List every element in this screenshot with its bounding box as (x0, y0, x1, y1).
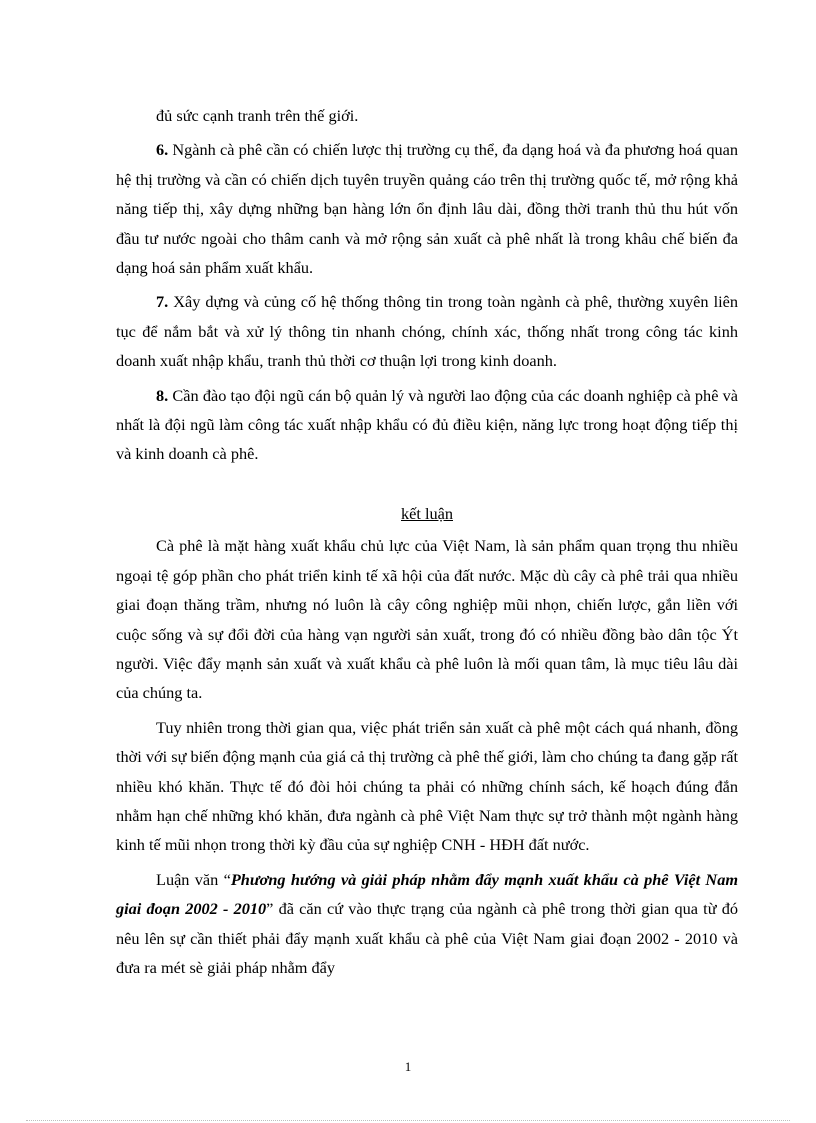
recommendation-item-7 (116, 287, 738, 375)
page-bottom-border (26, 1120, 790, 1121)
summary-prefix: Luận văn “ (156, 869, 231, 889)
recommendation-item-8 (116, 381, 738, 469)
item-number: 7. (156, 292, 169, 312)
page-number: 1 (404, 1059, 412, 1074)
item-number: 8. (156, 385, 169, 405)
item-text: Cần đào tạo đội ngũ cán bộ quản lý và người lao động của các doanh nghiệp cà phê và nhất là đội ngũ làm công tác xuất nhập khẩu có đủ điều kiện, năng lực trong hoạt động tiếp thị và kinh doanh cà phê. (116, 385, 738, 464)
conclusion-paragraph: Tuy nhiên trong thời gian qua, việc phát triển sản xuất cà phê một cách quá nhanh, đồng thời với sự biến động mạnh của giá cả thị trường cà phê thế giới, làm cho chúng ta đang gặp rất nhiều khó khăn. Thực tế đó đòi hỏi chúng ta phải có những chính sách, kế hoạch đúng đắn nhằm hạn chế những khó khăn, đưa ngành cà phê Việt Nam thực sự trở thành một ngành hàng kinh tế mũi nhọn trong thời kỳ đầu của sự nghiệp CNH - HĐH đất nước. (116, 717, 738, 855)
continuation-text: đủ sức cạnh tranh trên thế giới. (156, 106, 359, 125)
page-body (116, 101, 738, 982)
recommendation-item-6 (116, 135, 738, 282)
item-number: 6. (156, 140, 169, 160)
thesis-title: Phương hướng và giải pháp nhằm đẩy mạnh xuất khẩu cà phê Việt Nam giai đoạn 2002 - 2010 (116, 869, 738, 919)
thesis-summary-paragraph (116, 865, 738, 983)
conclusion-paragraph: Cà phê là mặt hàng xuất khẩu chủ lực của Việt Nam, là sản phẩm quan trọng thu nhiều ngoại tệ góp phần cho phát triển kinh tế xã hội của đất nước. Mặc dù cây cà phê trải qua nhiều giai đoạn thăng trầm, nhưng nó luôn là cây công nghiệp mũi nhọn, chiến lược, gắn liền với cuộc sống và sự đổi đời của hàng vạn người sản xuất, trong đó có nhiều đồng bào dân tộc Ýt người. Việc đẩy mạnh sản xuất và xuất khẩu cà phê luôn là mối quan tâm, là mục tiêu lâu dài của chúng ta. (116, 536, 738, 703)
item-text: Ngành cà phê cần có chiến lược thị trường cụ thể, đa dạng hoá và đa phương hoá quan hệ thị trường và cần có chiến dịch tuyên truyền quảng cáo trên thị trường quốc tế, mở rộng khả năng tiếp thị, xây dựng những bạn hàng lớn ổn định lâu dài, đồng thời tranh thủ thu hút vốn đầu tư nước ngoài cho thâm canh và mở rộng sản xuất cà phê nhất là trong khâu chế biến đa dạng hoá sản phẩm xuất khẩu. (116, 140, 738, 278)
conclusion-heading: kết luận (401, 503, 453, 523)
summary-suffix: ” đã căn cứ vào thực trạng của ngành cà phê trong thời gian qua từ đó nêu lên sự cần thiết phải đẩy mạnh xuất khẩu cà phê của Việt Nam giai đoạn 2002 - 2010 và đưa ra mét sè giải pháp nhằm đẩy (116, 899, 738, 977)
item-text: Xây dựng và củng cố hệ thống thông tin trong toàn ngành cà phê, thường xuyên liên tục để nắm bắt và xử lý thông tin nhanh chóng, chính xác, thống nhất trong công tác kinh doanh xuất nhập khẩu, tranh thủ thời cơ thuận lợi trong kinh doanh. (116, 292, 738, 371)
